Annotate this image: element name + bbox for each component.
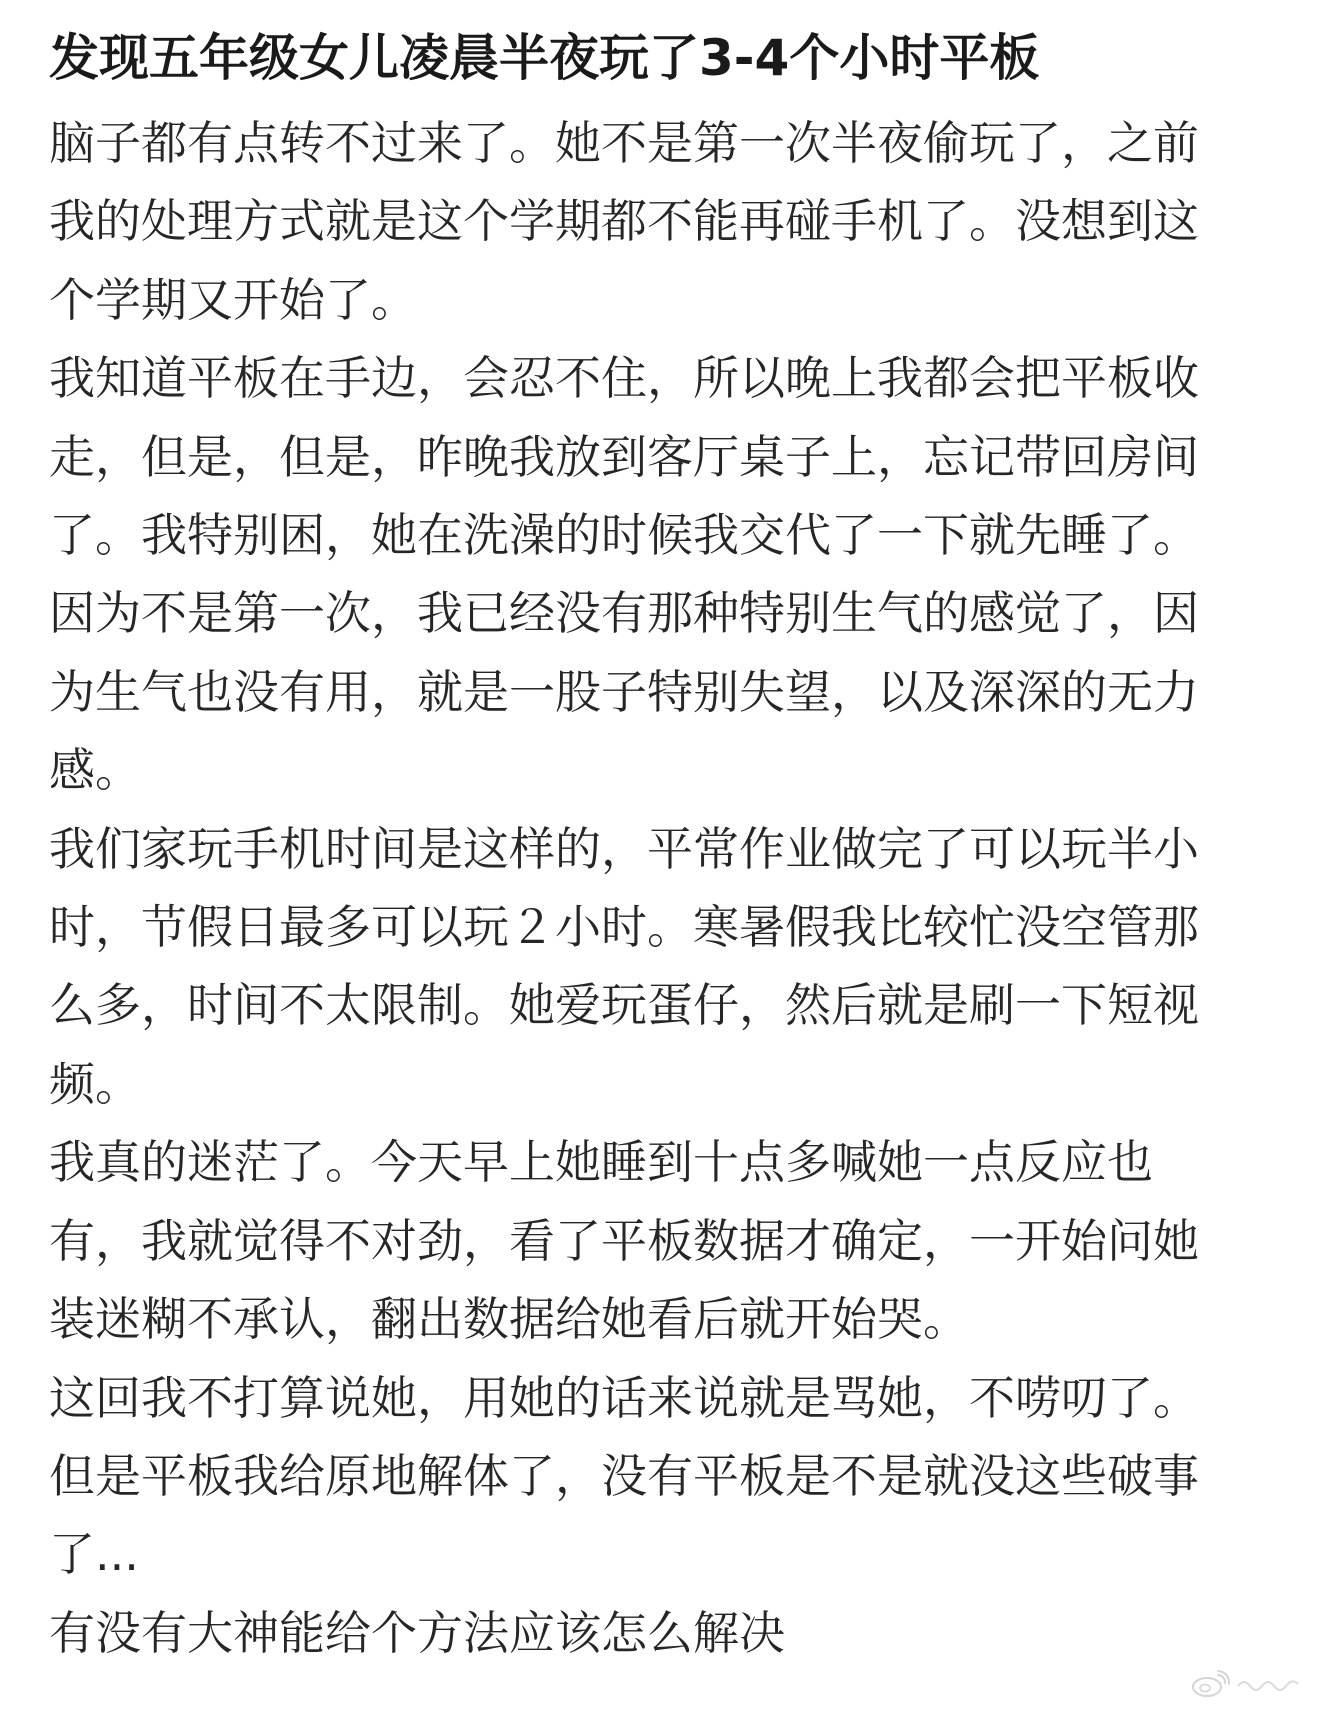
text-line: 因为不是第一次，我已经没有那种特别生气的感觉了，因: [49, 586, 1199, 641]
text-line: 我真的迷茫了。今天早上她睡到十点多喊她一点反应也: [49, 1135, 1153, 1190]
text-line: 个学期又开始了。: [49, 272, 417, 327]
weibo-logo-icon: [1190, 1669, 1230, 1699]
text-line: 但是平板我给原地解体了，没有平板是不是就没这些破事: [49, 1448, 1199, 1503]
paragraph: [49, 810, 1279, 1124]
post: [49, 18, 1279, 1672]
text-line: 走，但是，但是，昨晚我放到客厅桌子上，忘记带回房间: [49, 429, 1199, 484]
paragraph: [49, 339, 1279, 809]
text-line: 感。: [49, 743, 141, 798]
post-body: [49, 104, 1279, 1672]
text-line: 有，我就觉得不对劲，看了平板数据才确定，一开始问她: [49, 1213, 1199, 1268]
text-line: 频。: [49, 1056, 141, 1111]
text-line: 我知道平板在手边，会忍不住，所以晚上我都会把平板收: [49, 351, 1199, 406]
text-line: 为生气也没有用，就是一股子特别失望，以及深深的无力: [49, 664, 1199, 719]
weibo-watermark: [1186, 1667, 1306, 1701]
paragraph: [49, 104, 1279, 339]
text-line: 我们家玩手机时间是这样的，平常作业做完了可以玩半小: [49, 821, 1199, 876]
paragraph: [49, 1594, 1279, 1672]
text-line: 了。我特别困，她在洗澡的时候我交代了一下就先睡了。: [49, 508, 1199, 563]
paragraph: [49, 1123, 1279, 1358]
text-line: 么多，时间不太限制。她爱玩蛋仔，然后就是刷一下短视: [49, 978, 1199, 1033]
text-line: 脑子都有点转不过来了。她不是第一次半夜偷玩了，之前: [49, 116, 1199, 170]
text-line: 了...: [49, 1527, 139, 1582]
text-line: 这回我不打算说她，用她的话来说就是骂她，不唠叨了。: [49, 1370, 1199, 1425]
text-line: 我的处理方式就是这个学期都不能再碰手机了。没想到这: [49, 194, 1199, 249]
text-line: 装迷糊不承认，翻出数据给她看后就开始哭。: [49, 1292, 969, 1347]
watermark-handle-scribble: [1236, 1674, 1306, 1694]
post-title: 发现五年级女儿凌晨半夜玩了3-4个小时平板: [49, 29, 1040, 87]
text-line: 时，节假日最多可以玩２小时。寒暑假我比较忙没空管那: [49, 900, 1199, 955]
text-line: 有没有大神能给个方法应该怎么解决: [49, 1605, 785, 1660]
paragraph: [49, 1359, 1279, 1594]
